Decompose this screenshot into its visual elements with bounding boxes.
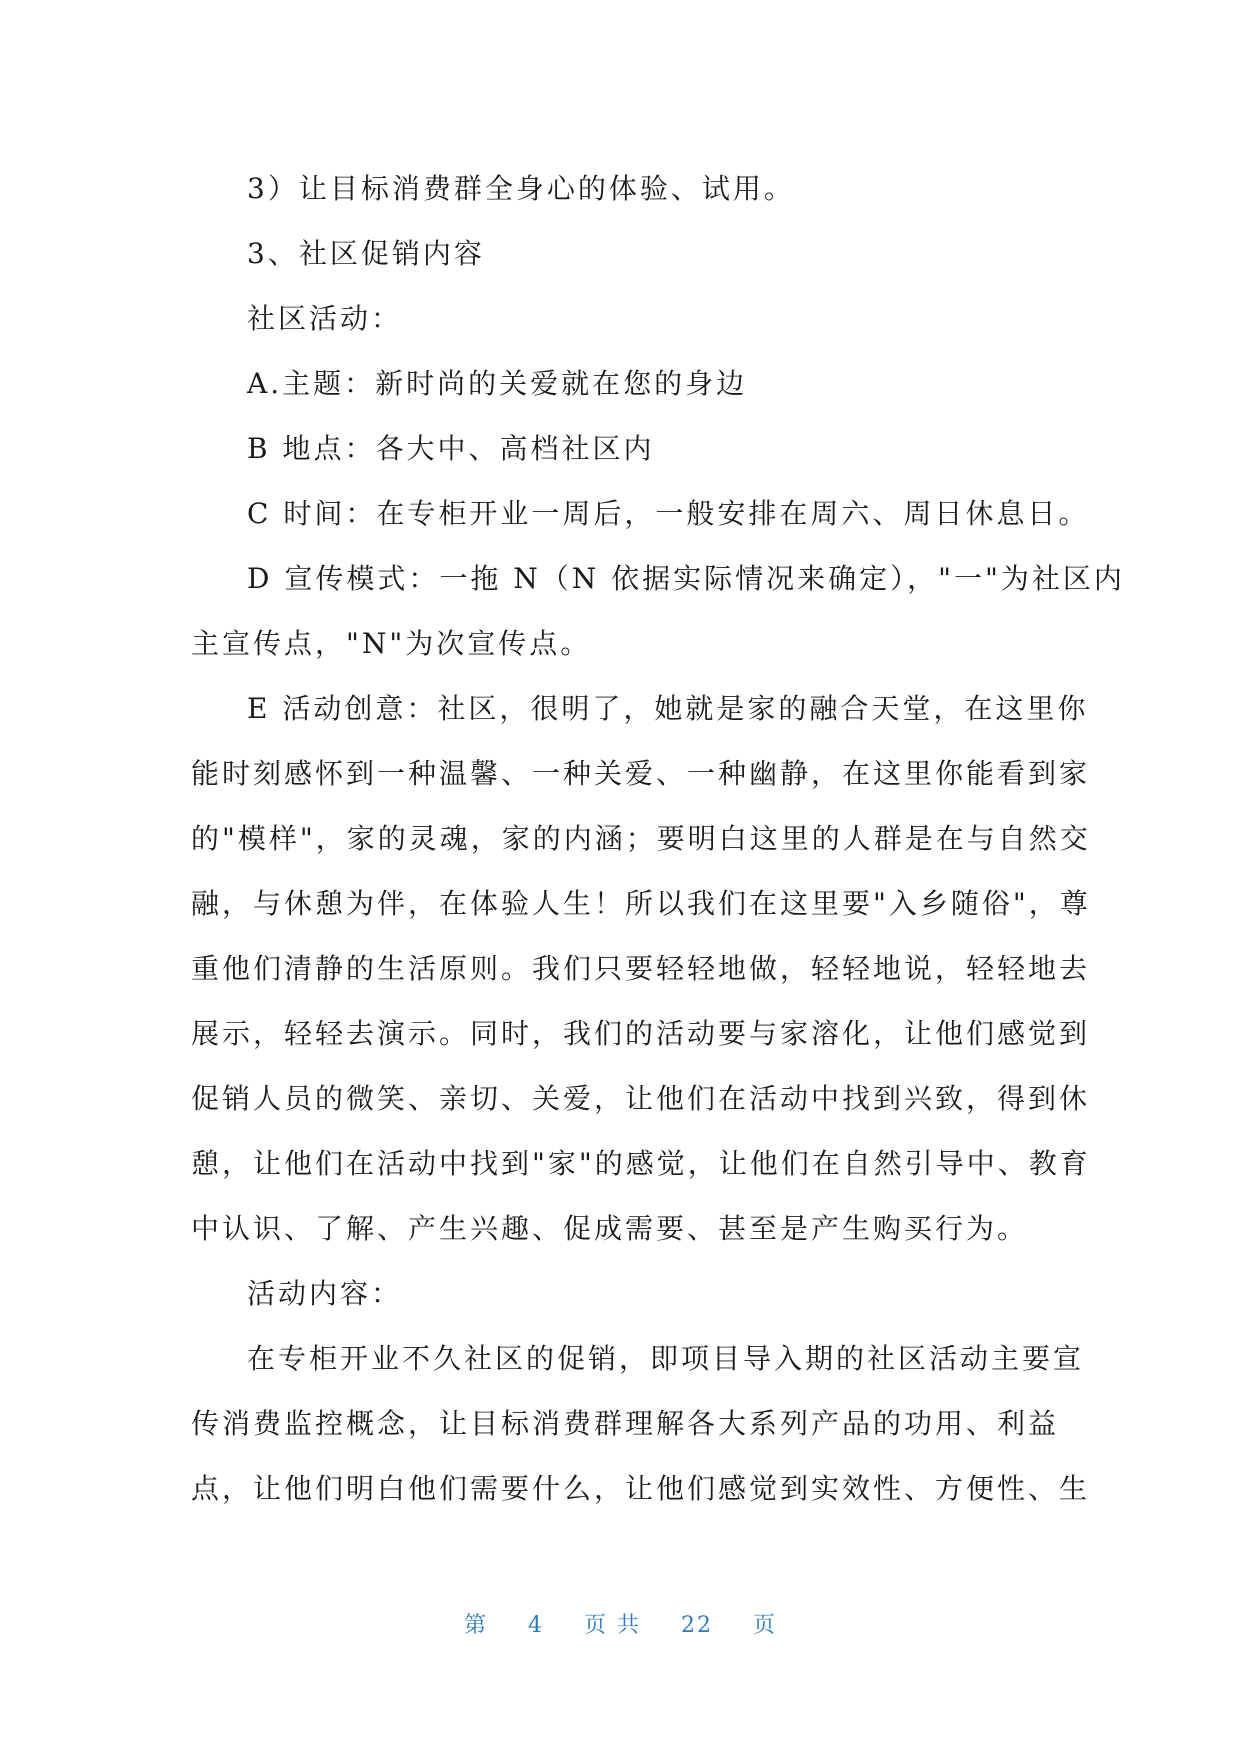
paragraph-line: 3）让目标消费群全身心的体验、试用。 [247,172,795,205]
current-page-number: 4 [528,1613,544,1638]
paragraph-line: 主宣传点，"N"为次宣传点。 [191,627,592,660]
paragraph-line: 传消费监控概念，让目标消费群理解各大系列产品的功用、利益 [191,1407,1060,1440]
paragraph-line: C 时间：在专柜开业一周后，一般安排在周六、周日休息日。 [247,497,1090,530]
paragraph-line: 促销人员的微笑、亲切、关爱，让他们在活动中找到兴致，得到休 [191,1082,1091,1115]
footer-middle: 页 共 [584,1613,641,1638]
paragraph-line: 的"模样"，家的灵魂，家的内涵；要明白这里的人群是在与自然交 [191,822,1091,855]
total-pages-number: 22 [681,1613,713,1638]
footer-prefix: 第 [463,1613,488,1638]
footer-suffix: 页 [753,1613,778,1638]
subheading: 活动内容： [247,1277,403,1310]
page-footer [0,1608,1241,1639]
paragraph-line: 能时刻感怀到一种温馨、一种关爱、一种幽静，在这里你能看到家 [191,757,1091,790]
paragraph-line: B 地点：各大中、高档社区内 [247,432,655,465]
paragraph-line: 在专柜开业不久社区的促销，即项目导入期的社区活动主要宣 [247,1342,1085,1375]
section-heading: 3、社区促销内容 [247,237,485,270]
paragraph-line: 中认识、了解、产生兴趣、促成需要、甚至是产生购买行为。 [191,1212,1029,1245]
paragraph-line: 点，让他们明白他们需要什么，让他们感觉到实效性、方便性、生 [191,1472,1091,1505]
paragraph-line: 融，与休憩为伴，在体验人生！所以我们在这里要"入乡随俗"，尊 [191,887,1091,920]
paragraph-line: A.主题：新时尚的关爱就在您的身边 [247,367,748,400]
paragraph-line: D 宣传模式：一拖 N（N 依据实际情况来确定），"一"为社区内 [247,562,1125,595]
subheading: 社区活动： [247,302,403,335]
document-body [191,156,1125,1521]
paragraph-line: 重他们清静的生活原则。我们只要轻轻地做，轻轻地说，轻轻地去 [191,952,1091,985]
paragraph-line: 憩，让他们在活动中找到"家"的感觉，让他们在自然引导中、教育 [191,1147,1091,1180]
paragraph-line: E 活动创意：社区，很明了，她就是家的融合天堂，在这里你 [247,692,1089,725]
paragraph-line: 展示，轻轻去演示。同时，我们的活动要与家溶化，让他们感觉到 [191,1017,1091,1050]
